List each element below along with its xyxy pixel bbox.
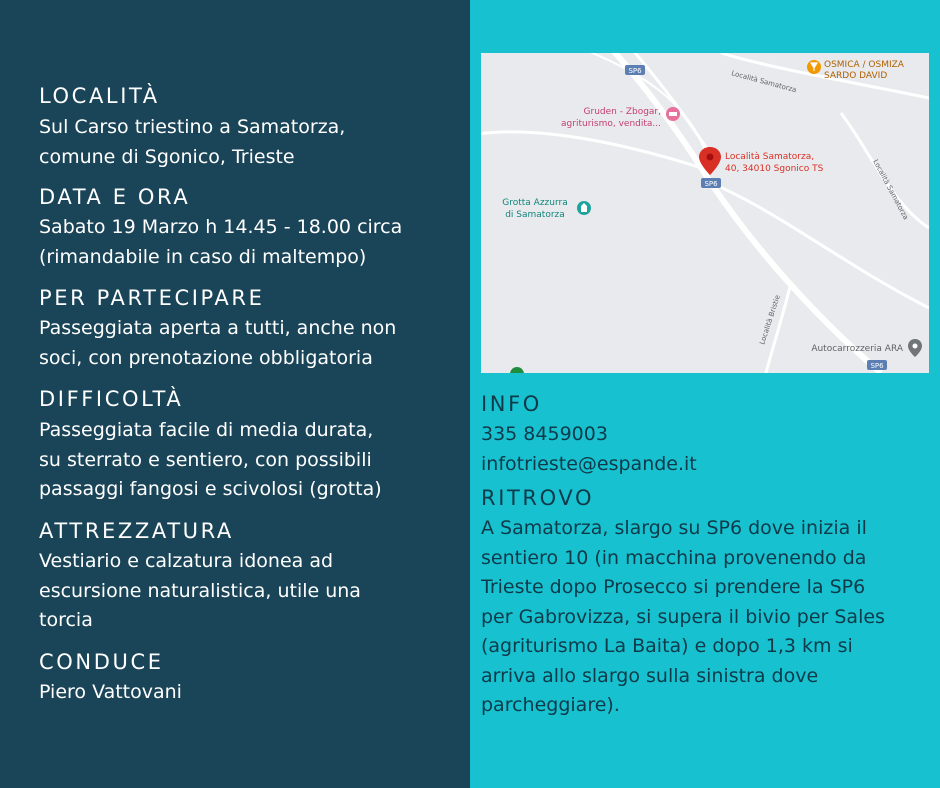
conduce-text <box>39 678 459 708</box>
bed-glyph <box>669 112 677 116</box>
text-line: A Samatorza, slargo su SP6 dove inizia il <box>481 517 867 539</box>
text-line: passaggi fangosi e scivolosi (grotta) <box>39 478 382 500</box>
text-line: (agriturismo La Baita) e dopo 1,3 km si <box>481 635 853 657</box>
map-canvas <box>481 53 929 373</box>
text-line: parcheggiare). <box>481 694 620 716</box>
text-line: torcia <box>39 609 93 631</box>
info-email[interactable]: infotrieste@espande.it <box>481 452 697 475</box>
right-panel <box>470 0 940 788</box>
heading-localita: LOCALITÀ <box>39 84 160 108</box>
text-line: Piero Vattovani <box>39 681 182 703</box>
text-line: Vestiario e calzatura idonea ad <box>39 550 334 572</box>
road-label-localita-samatorza: Località Samatorza <box>871 158 910 222</box>
sp6-label: SP6 <box>870 362 884 370</box>
text-line: comune di Sgonico, Trieste <box>39 145 295 168</box>
info-phone[interactable]: 335 8459003 <box>481 423 608 445</box>
text-line: escursione naturalistica, utile una <box>39 579 361 602</box>
marker-center <box>913 344 918 349</box>
poi-osmica-name[interactable]: OSMICA / OSMIZA <box>824 60 904 70</box>
difficolta-text <box>39 416 459 505</box>
heading-per-partecipare: PER PARTECIPARE <box>39 286 265 310</box>
text-line: (rimandabile in caso di maltempo) <box>39 245 367 268</box>
heading-ritrovo: RITROVO <box>481 486 595 510</box>
text-line: soci, con prenotazione obbligatoria <box>39 346 373 369</box>
text-line: su sterrato e sentiero, con possibili <box>39 448 372 471</box>
text-line: arriva allo slargo sulla sinistra dove <box>481 664 819 687</box>
text-line: Trieste dopo Prosecco si prendere la SP6 <box>481 576 866 598</box>
pin-center <box>707 154 714 161</box>
text-line: sentiero 10 (in macchina provenendo da <box>481 546 867 569</box>
poi-osmica-name[interactable]: SARDO DAVID <box>824 71 888 81</box>
text-line: Sul Carso triestino a Samatorza, <box>39 116 346 138</box>
attrezzatura-text <box>39 547 459 636</box>
heading-conduce: CONDUCE <box>39 650 164 674</box>
heading-data-ora: DATA E ORA <box>39 185 191 209</box>
road-label-localita-bristie: Località Bristie <box>758 294 782 346</box>
text-line: Sabato 19 Marzo h 14.45 - 18.00 circa <box>39 216 403 238</box>
info-contacts <box>481 420 931 479</box>
pin-address: 40, 34010 Sgonico TS <box>725 164 824 174</box>
heading-difficolta: DIFFICOLTÀ <box>39 387 184 411</box>
sp6-label: SP6 <box>628 67 642 75</box>
per-partecipare-text <box>39 314 459 373</box>
road-label-localita-samatorza: Località Samatorza <box>730 69 798 95</box>
poi-grotta-name[interactable]: di Samatorza <box>505 210 565 220</box>
text-line: Passeggiata facile di media durata, <box>39 419 374 441</box>
heading-attrezzatura: ATTREZZATURA <box>39 519 234 543</box>
poi-autocarrozzeria-name[interactable]: Autocarrozzeria ARA <box>811 344 903 354</box>
sp6-label: SP6 <box>704 180 718 188</box>
text-line: Passeggiata aperta a tutti, anche non <box>39 317 397 339</box>
text-line: per Gabrovizza, si supera il bivio per Sales <box>481 605 885 628</box>
poi-gruden-name[interactable]: agriturismo, vendita... <box>561 119 661 129</box>
map[interactable] <box>481 53 929 373</box>
ritrovo-text <box>481 514 931 721</box>
poi-gruden-name[interactable]: Gruden - Zbogar, <box>583 107 661 117</box>
poi-grotta-name[interactable]: Grotta Azzurra <box>502 198 568 208</box>
localita-text <box>39 113 459 172</box>
data-ora-text <box>39 213 459 272</box>
heading-info: INFO <box>481 392 542 416</box>
pin-address: Località Samatorza, <box>725 152 815 162</box>
